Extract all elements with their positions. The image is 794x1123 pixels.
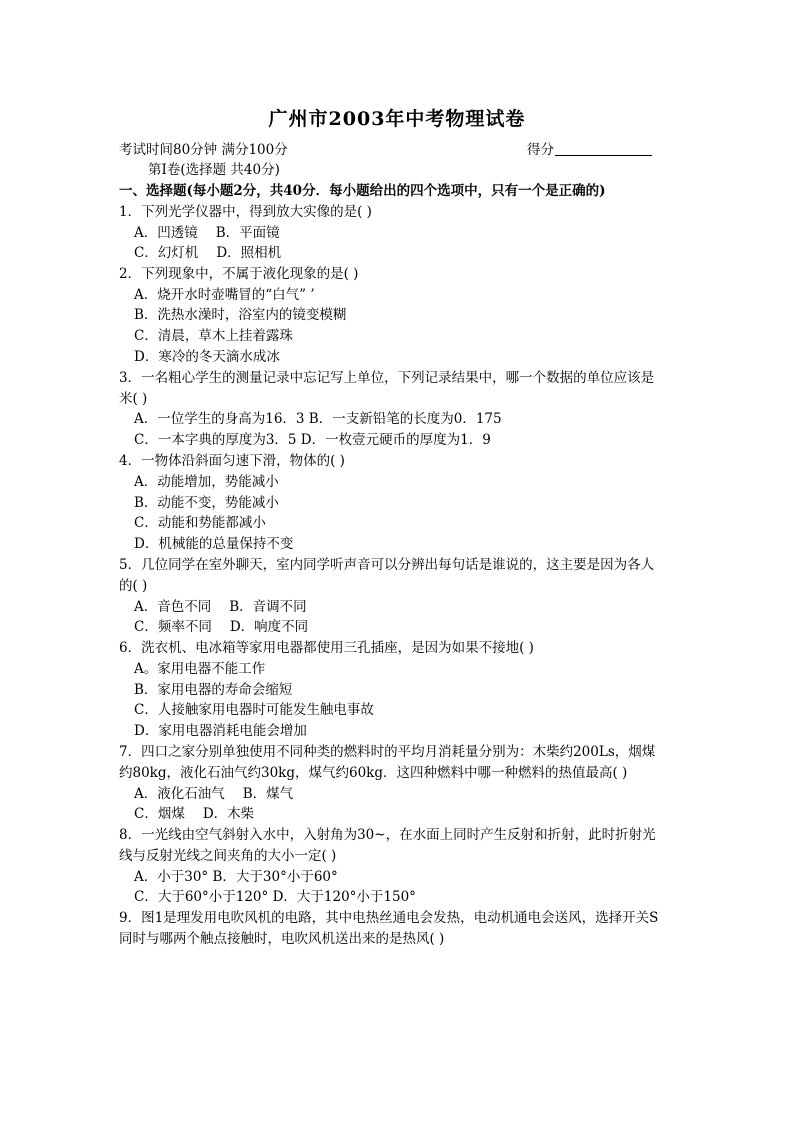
q5-option-d: D．响度不同 xyxy=(229,619,309,635)
q7-options-cd xyxy=(134,804,254,824)
q4-option-c: C．动能和势能都减小 xyxy=(134,515,266,531)
q3-stem-line1: 3．一名粗心学生的测量记录中忘记写上单位，下列记录结果中，哪一个数据的单位应该是 xyxy=(119,370,655,386)
q3-stem-line2: 米( ) xyxy=(119,391,148,407)
q8-stem-line2: 线与反射光线之间夹角的大小一定( ) xyxy=(119,848,337,864)
q3-options-ab: A．一位学生的身高为16．3 B．一支新铅笔的长度为0．175 xyxy=(134,411,502,427)
q2-option-b: B．洗热水澡时，浴室内的镜变模糊 xyxy=(134,307,347,323)
q7-stem-line1: 7．四口之家分别单独使用不同种类的燃料时的平均月消耗量分别为：木柴约200Ls，烟煤 xyxy=(119,744,656,760)
q7-option-d: D．木柴 xyxy=(202,806,255,822)
q7-option-a: A．液化石油气 xyxy=(134,786,225,802)
q7-option-b: B．煤气 xyxy=(242,786,294,802)
q1-options-ab xyxy=(134,223,280,243)
q5-options-ab xyxy=(134,597,307,617)
q3-options-cd: C．一本字典的厚度为3．5 D．一枚壹元硬币的厚度为1．9 xyxy=(134,432,491,448)
q1-stem: 1．下列光学仪器中，得到放大实像的是( ) xyxy=(119,204,372,220)
score-blank xyxy=(555,155,652,156)
page-title: 广州市2003年中考物理试卷 xyxy=(268,108,526,130)
part1-heading: 第Ⅰ卷(选择题 共40分) xyxy=(148,162,280,178)
q1-option-c: C．幻灯机 xyxy=(134,245,199,261)
q2-option-a: A．烧开水时壶嘴冒的“白气” ’ xyxy=(134,287,315,303)
q5-stem-line2: 的( ) xyxy=(119,578,148,594)
q1-options-cd xyxy=(134,243,281,263)
q5-option-b: B．音调不同 xyxy=(229,599,307,615)
q8-options-cd: C．大于60°小于120° D．大于120°小于150° xyxy=(134,889,416,905)
q8-options-ab: A．小于30° B．大于30°小于60° xyxy=(134,869,338,885)
q6-option-c: C．人接触家用电器时可能发生触电事故 xyxy=(134,702,374,718)
score-label: 得分 xyxy=(527,142,554,158)
exam-info: 考试时间80分钟 满分100分 xyxy=(119,142,288,158)
q9-stem-line1: 9．图1是理发用电吹风机的电路，其中电热丝通电会发热，电动机通电会送风，选择开关S xyxy=(119,910,659,926)
q1-option-b: B．平面镜 xyxy=(215,225,280,241)
q5-option-c: C．频率不同 xyxy=(134,619,212,635)
q2-stem: 2．下列现象中，不属于液化现象的是( ) xyxy=(119,266,359,282)
q7-options-ab xyxy=(134,784,293,804)
q6-option-d: D．家用电器消耗电能会增加 xyxy=(134,723,307,739)
q4-stem: 4．一物体沿斜面匀速下滑，物体的( ) xyxy=(119,453,345,469)
q7-option-c: C．烟煤 xyxy=(134,806,185,822)
q4-option-b: B．动能不变，势能减小 xyxy=(134,495,279,511)
q6-option-a: A。家用电器不能工作 xyxy=(134,661,266,677)
q6-stem: 6．洗衣机、电冰箱等家用电器都使用三孔插座，是因为如果不接地( ) xyxy=(119,640,534,656)
q5-option-a: A．音色不同 xyxy=(134,599,212,615)
q2-option-d: D．寒冷的冬天滴水成冰 xyxy=(134,349,280,365)
q5-stem-line1: 5．几位同学在室外聊天，室内同学听声音可以分辨出每句话是谁说的，这主要是因为各人 xyxy=(119,557,655,573)
q1-option-d: D．照相机 xyxy=(216,245,282,261)
q5-options-cd xyxy=(134,617,308,637)
section1-heading: 一、选择题(每小题2分，共40分．每小题给出的四个选项中，只有一个是正确的) xyxy=(119,183,606,199)
q2-option-c: C．清晨，草木上挂着露珠 xyxy=(134,328,293,344)
q7-stem-line2: 约80kg，液化石油气约30kg，煤气约60kg．这四种燃料中哪一种燃料的热值最高( ) xyxy=(119,765,628,781)
q4-option-a: A．动能增加，势能减小 xyxy=(134,474,279,490)
q1-option-a: A．凹透镜 xyxy=(134,225,198,241)
q4-option-d: D．机械能的总量保持不变 xyxy=(134,536,294,552)
q6-option-b: B．家用电器的寿命会缩短 xyxy=(134,682,293,698)
q9-stem-line2: 同时与哪两个触点接触时，电吹风机送出来的是热风( ) xyxy=(119,931,445,947)
q8-stem-line1: 8．一光线由空气斜射入水中，入射角为30~，在水面上同时产生反射和折射，此时折射光 xyxy=(119,827,656,843)
